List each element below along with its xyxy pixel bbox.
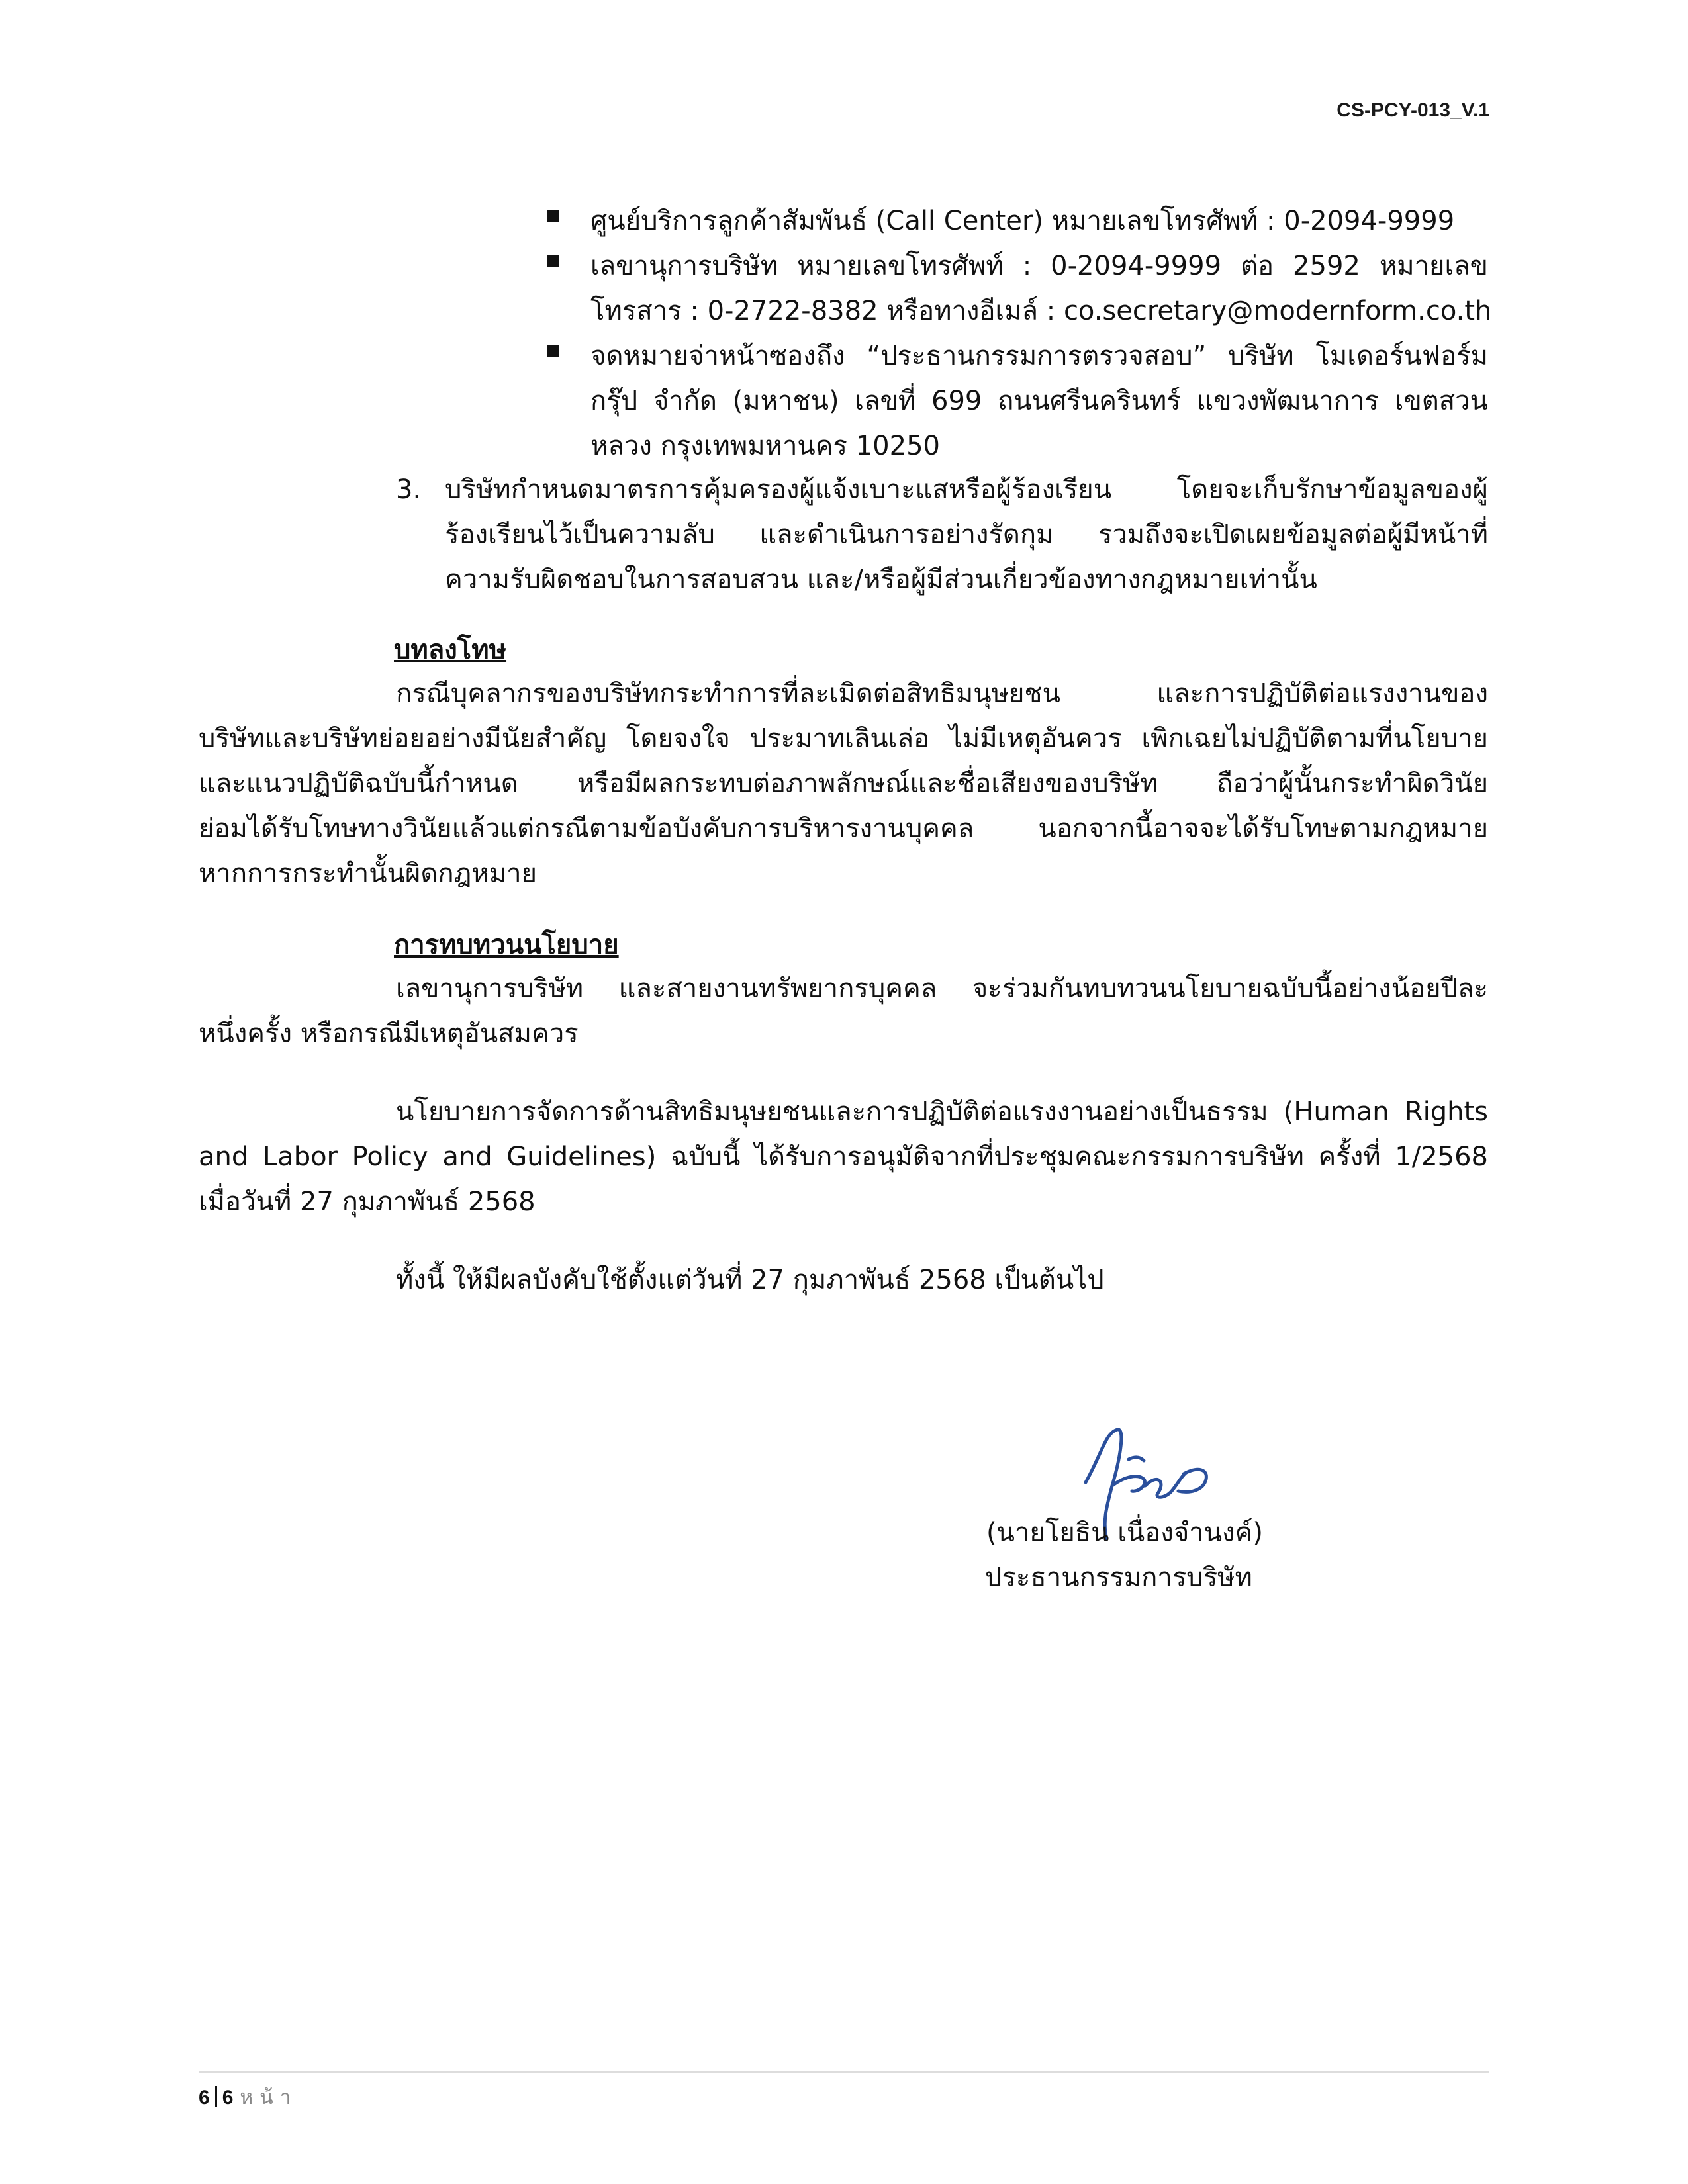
signatory-title: ประธานกรรมการบริษัท — [985, 1563, 1252, 1593]
signatory-name: (นายโยธิน เนื่องจำนงค์) — [986, 1518, 1263, 1548]
item-3-line-2: ร้องเรียนไว้เป็นความลับ และดำเนินการอย่างรัดกุม รวมถึงจะเปิดเผยข้อมูลต่อผู้มีหน้าที่ — [445, 520, 1488, 550]
item-3-number: 3. — [396, 475, 422, 505]
page-label: หน้า — [240, 2087, 298, 2109]
penalty-line-1: กรณีบุคลากรของบริษัทกระทำการที่ละเมิดต่อสิทธิมนุษยชน และการปฏิบัติต่อแรงงานของ — [396, 678, 1488, 709]
review-line-1: เลขานุการบริษัท และสายงานทรัพยากรบุคคล จะร่วมกันทบทวนนโยบายฉบับนี้อย่างน้อยปีละ — [396, 974, 1488, 1004]
bullet-marker — [547, 345, 559, 357]
penalty-line-5: หากการกระทำนั้นผิดกฎหมาย — [199, 858, 538, 889]
approval-line-3: เมื่อวันที่ 27 กุมภาพันธ์ 2568 — [199, 1187, 536, 1217]
current-page-number: 6 — [199, 2087, 210, 2109]
effective-date: ทั้งนี้ ให้มีผลบังคับใช้ตั้งแต่วันที่ 27 กุมภาพันธ์ 2568 เป็นต้นไป — [396, 1265, 1104, 1295]
bullet-2-line-1: เลขานุการบริษัท หมายเลขโทรศัพท์ : 0-2094-9999 ต่อ 2592 หมายเลข — [590, 251, 1488, 281]
penalty-heading: บทลงโทษ — [394, 635, 507, 665]
footer-divider — [199, 2071, 1489, 2073]
approval-line-1: นโยบายการจัดการด้านสิทธิมนุษยชนและการปฏิบัติต่อแรงงานอย่างเป็นธรรม (Human Rights — [396, 1097, 1488, 1127]
total-page-number: 6 — [222, 2087, 234, 2109]
review-heading: การทบทวนนโยบาย — [394, 930, 619, 960]
bullet-1-line-1: ศูนย์บริการลูกค้าสัมพันธ์ (Call Center) หมายเลขโทรศัพท์ : 0-2094-9999 — [590, 206, 1455, 236]
document-code: CS-PCY-013_V.1 — [1336, 99, 1489, 121]
approval-line-2: and Labor Policy and Guidelines) ฉบับนี้ ได้รับการอนุมัติจากที่ประชุมคณะกรรมการบริษัท ครั้งที่ 1/2568 — [199, 1142, 1488, 1172]
bullet-3-line-1: จดหมายจ่าหน้าซองถึง “ประธานกรรมการตรวจสอบ” บริษัท โมเดอร์นฟอร์ม — [590, 341, 1488, 371]
penalty-line-4: ย่อมได้รับโทษทางวินัยแล้วแต่กรณีตามข้อบังคับการบริหารงานบุคคล นอกจากนี้อาจจะได้รับโทษตามกฎหมาย — [199, 813, 1488, 844]
footer-separator — [215, 2086, 217, 2107]
bullet-2-line-2: โทรสาร : 0-2722-8382 หรือทางอีเมล์ : co.secretary@modernform.co.th — [590, 296, 1492, 326]
review-line-2: หนึ่งครั้ง หรือกรณีมีเหตุอันสมควร — [199, 1019, 579, 1049]
bullet-marker — [547, 210, 559, 222]
penalty-line-3: และแนวปฏิบัติฉบับนี้กำหนด หรือมีผลกระทบต่อภาพลักษณ์และชื่อเสียงของบริษัท ถือว่าผู้นั้นกระทำผิดวินัย — [199, 768, 1488, 799]
bullet-marker — [547, 255, 559, 267]
penalty-line-2: บริษัทและบริษัทย่อยอย่างมีนัยสำคัญ โดยจงใจ ประมาทเลินเล่อ ไม่มีเหตุอันควร เพิกเฉยไม่ปฏิบัติตามที่นโยบาย — [199, 723, 1488, 754]
item-3-line-1: บริษัทกำหนดมาตรการคุ้มครองผู้แจ้งเบาะแสหรือผู้ร้องเรียน โดยจะเก็บรักษาข้อมูลของผู้ — [445, 475, 1488, 505]
bullet-3-line-2: กรุ๊ป จำกัด (มหาชน) เลขที่ 699 ถนนศรีนครินทร์ แขวงพัฒนาการ เขตสวน — [590, 386, 1488, 416]
bullet-3-line-3: หลวง กรุงเทพมหานคร 10250 — [590, 431, 940, 461]
page-footer — [199, 2082, 298, 2113]
item-3-line-3: ความรับผิดชอบในการสอบสวน และ/หรือผู้มีส่วนเกี่ยวข้องทางกฎหมายเท่านั้น — [445, 565, 1317, 595]
